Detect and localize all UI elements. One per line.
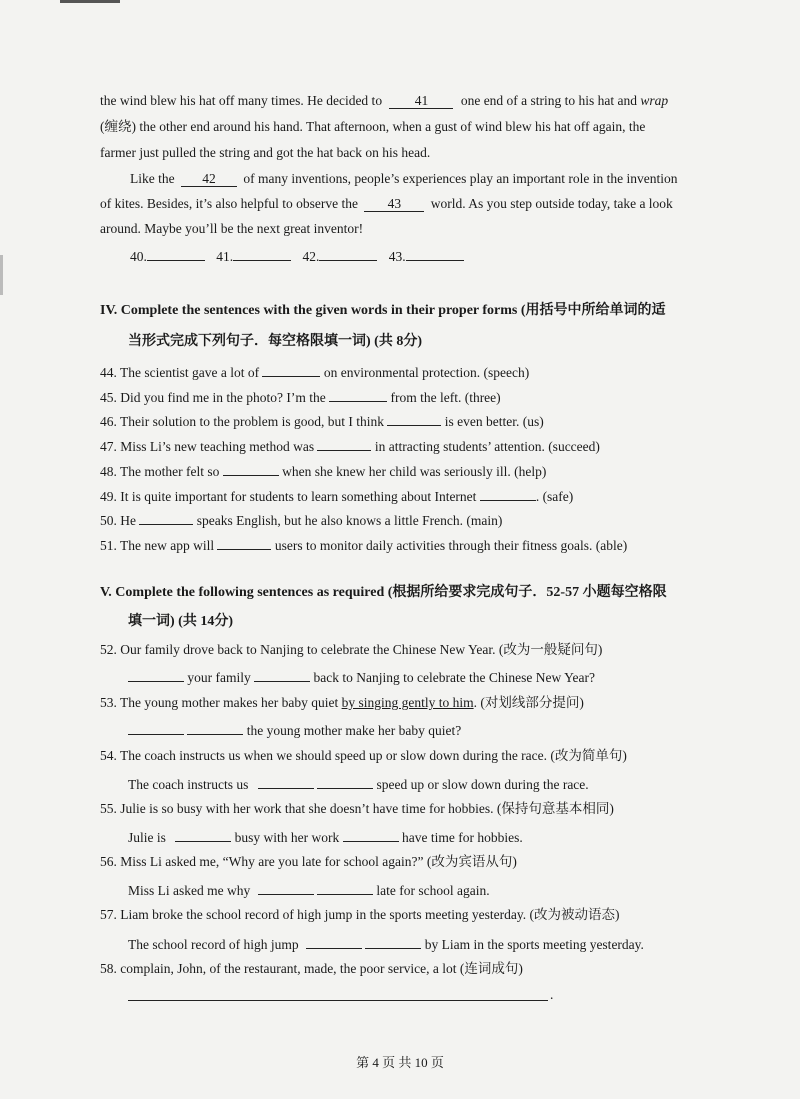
answer-blank-44[interactable] bbox=[262, 362, 320, 377]
section-4-title-cont: 当形式完成下列句子．每空格限填一词) (共 8分) bbox=[128, 334, 422, 349]
question-55: 55. Julie is so busy with her work that she doesn’t have time for hobbies. (保持句意基本相同) bbox=[100, 801, 614, 816]
answer-blank-54-1[interactable] bbox=[258, 774, 314, 789]
question-53: 53. The young mother makes her baby quiet by singing gently to him. (对划线部分提问) bbox=[100, 695, 584, 710]
passage-text: the wind blew his hat off many times. He decided to bbox=[100, 93, 383, 108]
answer-blank-53-2[interactable] bbox=[187, 720, 243, 735]
answer-row-54: The coach instructs us speed up or slow down during the race. bbox=[128, 774, 589, 794]
question-44: 44. The scientist gave a lot of on environmental protection. (speech) bbox=[100, 362, 529, 382]
question-45: 45. Did you find me in the photo? I’m the from the left. (three) bbox=[100, 387, 501, 407]
answer-blank-57-2[interactable] bbox=[365, 934, 421, 949]
answer-blank-50[interactable] bbox=[139, 510, 193, 525]
answer-blank-55-1[interactable] bbox=[175, 827, 231, 842]
passage-line bbox=[100, 195, 673, 213]
answer-blank-46[interactable] bbox=[387, 411, 441, 426]
question-51: 51. The new app will users to monitor daily activities through their fitness goals. (able) bbox=[100, 535, 627, 555]
answer-blank-49[interactable] bbox=[480, 486, 536, 501]
question-47: 47. Miss Li’s new teaching method was in attracting students’ attention. (succeed) bbox=[100, 436, 600, 456]
cloze-blank-43[interactable]: 43 bbox=[364, 197, 424, 212]
scan-edge-mark bbox=[60, 0, 120, 3]
answer-row-57: The school record of high jump by Liam in the sports meeting yesterday. bbox=[128, 934, 644, 954]
passage-text: Like the bbox=[130, 171, 175, 186]
page-number: 第 4 页 共 10 页 bbox=[356, 1055, 444, 1070]
underlined-phrase: by singing gently to him bbox=[341, 695, 474, 710]
answer-blank-57-1[interactable] bbox=[306, 934, 362, 949]
answer-blank-47[interactable] bbox=[317, 436, 371, 451]
answer-row bbox=[130, 246, 464, 266]
passage-line bbox=[130, 170, 678, 188]
section-4-title: IV. Complete the sentences with the given words in their proper forms (用括号中所给单词的适 bbox=[100, 303, 666, 318]
passage-text: world. As you step outside today, take a look bbox=[430, 196, 673, 211]
answer-blank-40[interactable] bbox=[147, 246, 205, 261]
scan-edge-mark-left bbox=[0, 255, 3, 295]
answer-blank-52-1[interactable] bbox=[128, 667, 184, 682]
answer-label-41: 41. bbox=[216, 249, 234, 264]
answer-blank-43[interactable] bbox=[406, 246, 464, 261]
passage-line: farmer just pulled the string and got the hat back on his head. bbox=[100, 145, 431, 160]
answer-blank-52-2[interactable] bbox=[254, 667, 310, 682]
cloze-blank-42[interactable]: 42 bbox=[181, 172, 237, 187]
answer-line-58[interactable] bbox=[128, 1000, 548, 1001]
answer-blank-41[interactable] bbox=[233, 246, 291, 261]
answer-blank-56-1[interactable] bbox=[258, 880, 314, 895]
section-5-title-cont: 填一词) (共 14分) bbox=[128, 614, 233, 629]
answer-blank-56-2[interactable] bbox=[317, 880, 373, 895]
answer-row-52: your family back to Nanjing to celebrate the Chinese New Year? bbox=[128, 667, 595, 687]
passage-line bbox=[100, 92, 668, 110]
question-46: 46. Their solution to the problem is good, but I think is even better. (us) bbox=[100, 411, 544, 431]
cloze-blank-41[interactable]: 41 bbox=[389, 94, 453, 109]
answer-label-40: 40. bbox=[130, 249, 147, 264]
question-54: 54. The coach instructs us when we should speed up or slow down during the race. (改为简单句) bbox=[100, 748, 627, 763]
passage-text: one end of a string to his hat and bbox=[460, 93, 638, 108]
answer-blank-55-2[interactable] bbox=[343, 827, 399, 842]
answer-blank-53-1[interactable] bbox=[128, 720, 184, 735]
answer-blank-42[interactable] bbox=[319, 246, 377, 261]
passage-text: of kites. Besides, it’s also helpful to observe the bbox=[100, 196, 358, 211]
question-52: 52. Our family drove back to Nanjing to celebrate the Chinese New Year. (改为一般疑问句) bbox=[100, 642, 603, 657]
passage-line: (缠绕) the other end around his hand. That afternoon, when a gust of wind blew his hat off again, the bbox=[100, 119, 646, 134]
question-49: 49. It is quite important for students to learn something about Internet . (safe) bbox=[100, 486, 573, 506]
question-50: 50. He speaks English, but he also knows a little French. (main) bbox=[100, 510, 502, 530]
question-48: 48. The mother felt so when she knew her child was seriously ill. (help) bbox=[100, 461, 546, 481]
answer-line-58-period: . bbox=[550, 987, 554, 1002]
question-56: 56. Miss Li asked me, “Why are you late for school again?” (改为宾语从句) bbox=[100, 854, 517, 869]
answer-row-56: Miss Li asked me why late for school again. bbox=[128, 880, 490, 900]
answer-blank-48[interactable] bbox=[223, 461, 279, 476]
passage-line: around. Maybe you’ll be the next great inventor! bbox=[100, 221, 364, 236]
passage-text: of many inventions, people’s experiences play an important role in the invention bbox=[243, 171, 678, 186]
answer-label-42: 42. bbox=[302, 249, 320, 264]
question-58: 58. complain, John, of the restaurant, made, the poor service, a lot (连词成句) bbox=[100, 961, 523, 976]
passage-italic-word: wrap bbox=[640, 93, 669, 108]
answer-label-43: 43. bbox=[388, 249, 406, 264]
answer-row-53: the young mother make her baby quiet? bbox=[128, 720, 461, 740]
answer-blank-51[interactable] bbox=[217, 535, 271, 550]
answer-blank-45[interactable] bbox=[329, 387, 387, 402]
question-57: 57. Liam broke the school record of high jump in the sports meeting yesterday. (改为被动语态) bbox=[100, 907, 620, 922]
answer-row-55: Julie is busy with her work have time for hobbies. bbox=[128, 827, 523, 847]
answer-blank-54-2[interactable] bbox=[317, 774, 373, 789]
section-5-title: V. Complete the following sentences as required (根据所给要求完成句子．52-57 小题每空格限 bbox=[100, 585, 667, 600]
